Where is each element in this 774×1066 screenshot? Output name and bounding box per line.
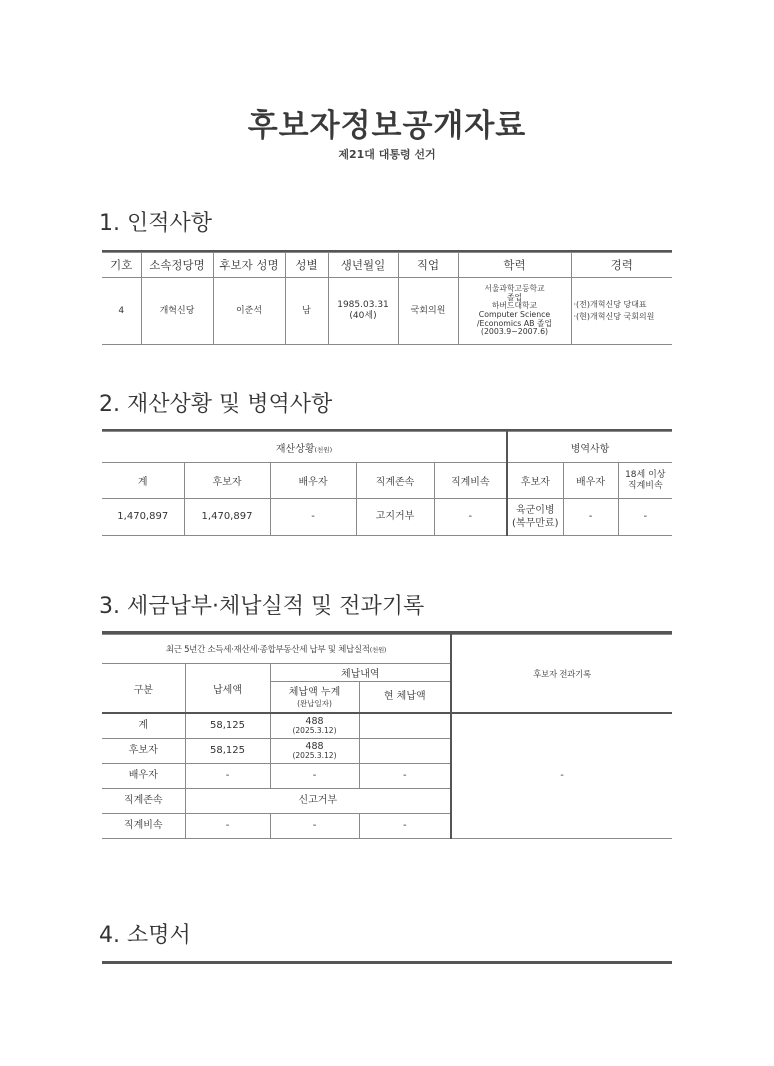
header-line: (완납일자) — [297, 698, 332, 708]
age: (40세) — [349, 311, 377, 321]
property-title-text: 재산상황 — [275, 443, 315, 455]
military-candidate — [507, 499, 563, 536]
tax-criminal-table — [102, 634, 672, 839]
education-line: /Economics AB 졸업 — [476, 318, 553, 328]
header-category: 구분 — [102, 664, 185, 714]
education-line: 하버드대학교 — [491, 301, 538, 311]
military-spouse: - — [563, 499, 618, 536]
header-number: 기호 — [102, 253, 141, 278]
header-name: 후보자 성명 — [213, 253, 285, 278]
section-4-heading: 4. 소명서 — [99, 923, 191, 948]
header-mil-descendants — [618, 463, 672, 499]
header-line: 체납액 누계 — [288, 686, 341, 698]
tax-title — [102, 635, 451, 664]
tax-row-current: - — [359, 764, 451, 789]
tax-row-paid: - — [185, 764, 270, 789]
tax-row-arrears — [270, 739, 359, 764]
header-gender: 성별 — [285, 253, 328, 278]
arrears-date: (2025.3.12) — [292, 726, 337, 736]
header-mil-spouse: 배우자 — [563, 463, 618, 499]
arrears-amount: 488 — [305, 716, 324, 728]
tax-row-label: 배우자 — [102, 764, 185, 789]
candidate-birth — [328, 278, 398, 345]
career-line: ·(현)개혁신당 국회의원 — [573, 312, 655, 321]
table-row — [102, 278, 672, 345]
table-row — [102, 499, 672, 536]
tax-row-label: 직계비속 — [102, 814, 185, 839]
header-descendants: 직계비속 — [434, 463, 507, 499]
header-birth: 생년월일 — [328, 253, 398, 278]
property-title — [102, 432, 507, 463]
candidate-career — [571, 278, 672, 345]
property-candidate: 1,470,897 — [184, 499, 270, 536]
header-line: 직계비속 — [627, 480, 663, 491]
header-total: 계 — [102, 463, 184, 499]
tax-row-label: 직계존속 — [102, 789, 185, 814]
tax-unit: (천원) — [369, 646, 387, 654]
header-ascendants: 직계존속 — [356, 463, 434, 499]
header-current-arrears: 현 체납액 — [359, 682, 451, 714]
career-line: ·(전)개혁신당 당대표 — [573, 300, 647, 309]
tax-row-current: - — [359, 814, 451, 839]
header-education: 학력 — [458, 253, 571, 278]
military-descendants: - — [618, 499, 672, 536]
header-job: 직업 — [398, 253, 458, 278]
property-total: 1,470,897 — [102, 499, 184, 536]
candidate-number: 4 — [102, 278, 141, 345]
education-line: 졸업 — [506, 292, 523, 302]
arrears-date: (2025.3.12) — [292, 751, 337, 761]
military-rank: 육군이병 — [515, 504, 555, 516]
property-ascendants: 고지거부 — [356, 499, 434, 536]
candidate-name: 이준석 — [213, 278, 285, 345]
header-paid: 납세액 — [185, 664, 270, 714]
education-line: (2003.9~2007.6) — [480, 327, 549, 337]
birth-date: 1985.03.31 — [337, 300, 389, 311]
tax-row-arrears: - — [270, 814, 359, 839]
tax-row-current — [359, 713, 451, 739]
candidate-party: 개혁신당 — [141, 278, 213, 345]
tax-row-current — [359, 739, 451, 764]
section-2-heading: 2. 재산상황 및 병역사항 — [99, 392, 333, 417]
section-3-heading: 3. 세금납부·체납실적 및 전과기록 — [99, 594, 425, 619]
table-row — [102, 713, 672, 739]
military-status: (복무만료) — [512, 518, 559, 529]
header-line: 18세 이상 — [625, 470, 666, 481]
tax-row-arrears — [270, 713, 359, 739]
document-title: 후보자정보공개자료 — [247, 108, 527, 144]
tax-title-text: 최근 5년간 소득세·재산세·종합부동산세 납부 및 체납실적 — [165, 645, 370, 655]
education-line: Computer Science — [478, 310, 551, 319]
tax-row-paid: 58,125 — [185, 713, 270, 739]
section-1-heading: 1. 인적사항 — [99, 211, 212, 236]
document-subtitle: 제21대 대통령 선거 — [338, 148, 436, 161]
tax-row-paid: - — [185, 814, 270, 839]
candidate-job: 국회의원 — [398, 278, 458, 345]
header-candidate: 후보자 — [184, 463, 270, 499]
header-arrears: 체납내역 — [270, 664, 451, 682]
header-spouse: 배우자 — [270, 463, 356, 499]
tax-row-paid: 58,125 — [185, 739, 270, 764]
personal-info-table — [102, 252, 672, 345]
header-mil-candidate: 후보자 — [507, 463, 563, 499]
education-line: 서울과학고등학교 — [484, 283, 545, 293]
arrears-amount: 488 — [305, 741, 324, 753]
property-spouse: - — [270, 499, 356, 536]
tax-row-merged: 신고거부 — [185, 789, 451, 814]
header-arrears-total — [270, 682, 359, 714]
property-military-table — [102, 431, 672, 536]
header-party: 소속정당명 — [141, 253, 213, 278]
property-descendants: - — [434, 499, 507, 536]
property-unit: (천원) — [314, 445, 333, 454]
header-career: 경력 — [571, 253, 672, 278]
criminal-record-value: - — [451, 713, 672, 839]
tax-row-label: 후보자 — [102, 739, 185, 764]
military-title: 병역사항 — [507, 432, 672, 463]
candidate-education — [458, 278, 571, 345]
tax-row-label: 계 — [102, 713, 185, 739]
criminal-title: 후보자 전과기록 — [451, 635, 672, 714]
candidate-gender: 남 — [285, 278, 328, 345]
section-4-top-rule — [102, 961, 672, 964]
tax-row-arrears: - — [270, 764, 359, 789]
